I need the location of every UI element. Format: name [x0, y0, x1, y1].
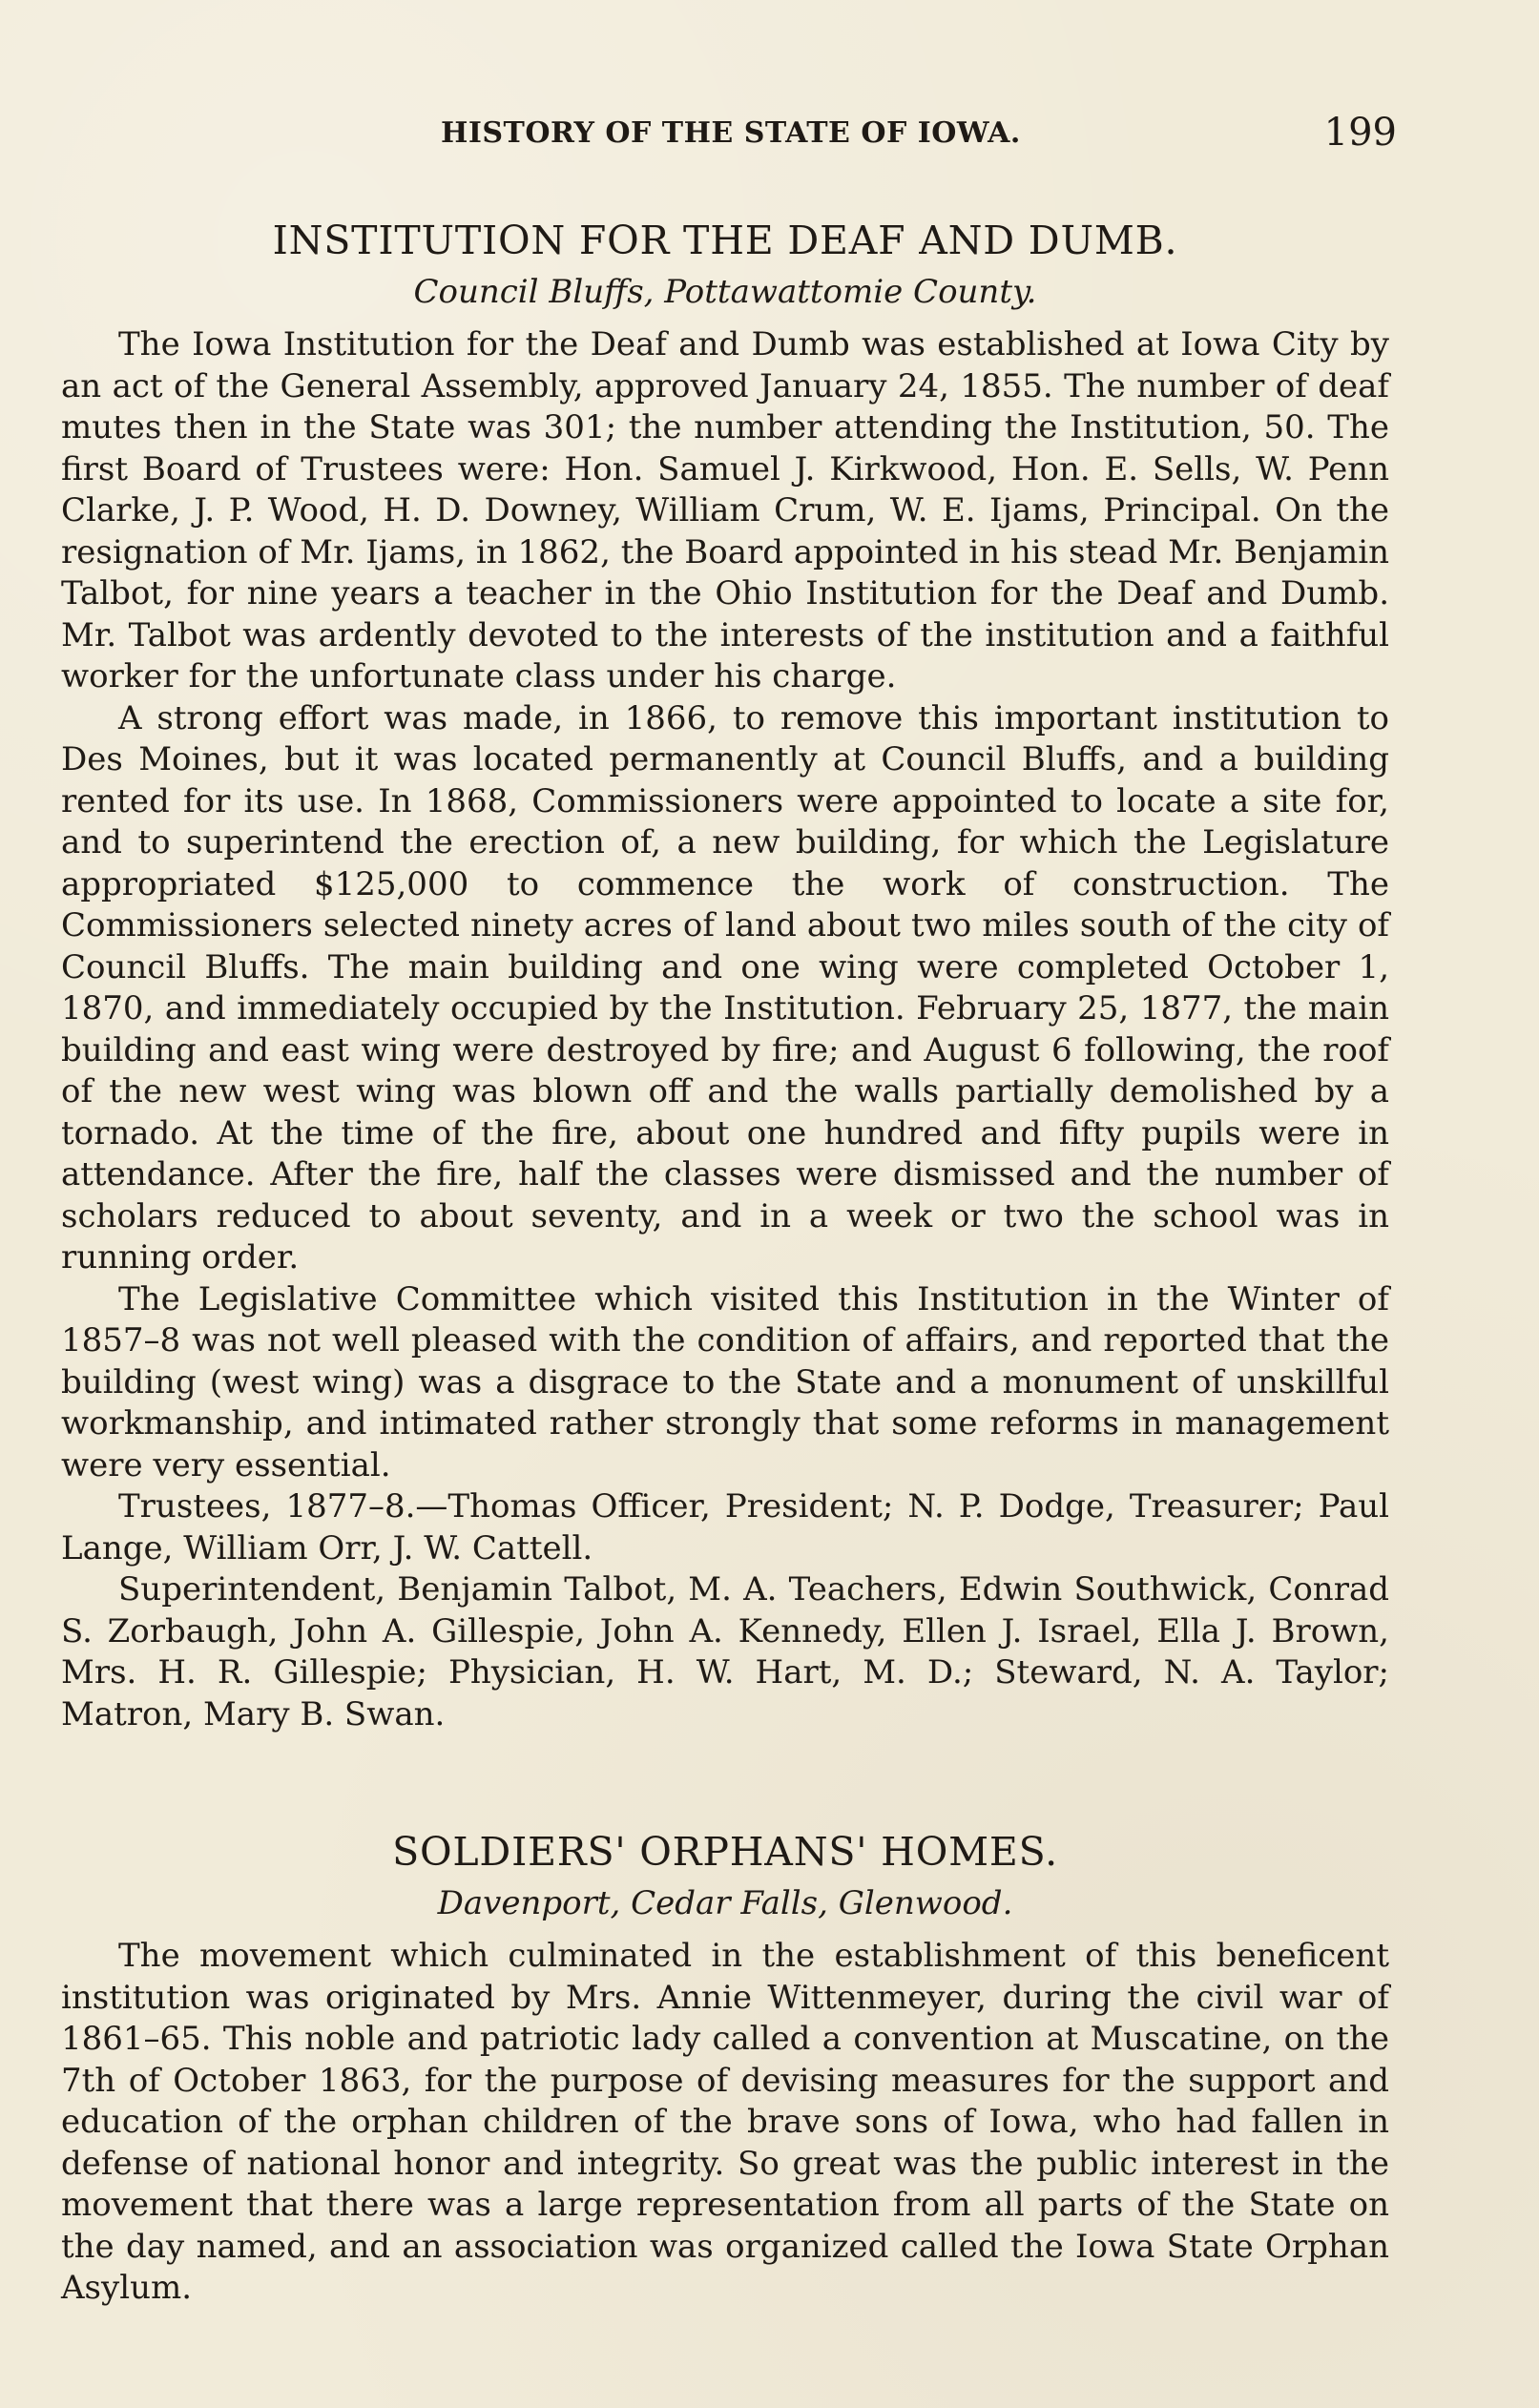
page-header	[61, 107, 1397, 164]
section-title: INSTITUTION FOR THE DEAF AND DUMB.	[272, 218, 1178, 263]
section-title: SOLDIERS' ORPHANS' HOMES.	[392, 1829, 1058, 1875]
page-content	[61, 218, 1389, 2310]
paragraph: The Iowa Institution for the Deaf and Dumb was established at Iowa City by an act of the General Assembly, approved January 24, 1855. The number of deaf mutes then in the State was 301; the number attending the Institution, 50. The first Board of Trustees were: Hon. Samuel J. Kirkwood, Hon. E. Sells, W. Penn Clarke, J. P. Wood, H. D. Downey, William Crum, W. E. Ijams, Principal. On the resignation of Mr. Ijams, in 1862, the Board appointed in his stead Mr. Benjamin Talbot, for nine years a teacher in the Ohio Institution for the Deaf and Dumb. Mr. Talbot was ardently devoted to the interests of the institution and a faithful worker for the unfortunate class under his charge.	[61, 325, 1389, 695]
section-spacer	[61, 1735, 1389, 1829]
deaf-dumb-section	[61, 218, 1389, 1735]
section-subtitle: Davenport, Cedar Falls, Glenwood.	[437, 1884, 1013, 1922]
paragraph: The Legislative Committee which visited this Institution in the Winter of 1857–8 was not well pleased with the condition of affairs, and reported that the building (west wing) was a disgrace to the State and a monument of unskillful workmanship, and intimated rather strongly that some reforms in management were very essential.	[61, 1279, 1389, 1484]
paragraph: Trustees, 1877–8.—Thomas Officer, President; N. P. Dodge, Treasurer; Paul Lange, William Orr, J. W. Cattell.	[61, 1487, 1389, 1567]
page-number: 199	[1323, 111, 1397, 155]
section-subtitle: Council Bluffs, Pottawattomie County.	[413, 273, 1037, 311]
paragraph: The movement which culminated in the establishment of this beneficent institution was originated by Mrs. Annie Wittenmeyer, during the civil war of 1861–65. This noble and patriotic lady called a convention at Muscatine, on the 7th of October 1863, for the purpose of devising measures for the support and education of the orphan children of the brave sons of Iowa, who had fallen in defense of national honor and integrity. So great was the public interest in the movement that there was a large representation from all parts of the State on the day named, and an association was organized called the Iowa State Orphan Asylum.	[61, 1937, 1389, 2307]
paragraph: Superintendent, Benjamin Talbot, M. A. Teachers, Edwin Southwick, Conrad S. Zorbaugh, John A. Gillespie, John A. Kennedy, Ellen J. Israel, Ella J. Brown, Mrs. H. R. Gillespie; Physician, H. W. Hart, M. D.; Steward, N. A. Taylor; Matron, Mary B. Swan.	[61, 1570, 1389, 1733]
paragraph: A strong effort was made, in 1866, to remove this important institution to Des Moines, but it was located permanently at Council Bluffs, and a building rented for its use. In 1868, Commissioners were appointed to locate a site for, and to superintend the erection of, a new building, for which the Legislature appropriated $125,000 to commence the work of construction. The Commissioners selected ninety acres of land about two miles south of the city of Council Bluffs. The main building and one wing were completed October 1, 1870, and immediately occupied by the Institution. February 25, 1877, the main building and east wing were destroyed by fire; and August 6 following, the roof of the new west wing was blown off and the walls partially demolished by a tornado. At the time of the fire, about one hundred and fifty pupils were in attendance. After the fire, half the classes were dismissed and the number of scholars reduced to about seventy, and in a week or two the school was in running order.	[61, 698, 1389, 1277]
orphans-homes-section	[61, 1829, 1389, 2310]
running-head: HISTORY OF THE STATE OF IOWA.	[441, 116, 1021, 150]
